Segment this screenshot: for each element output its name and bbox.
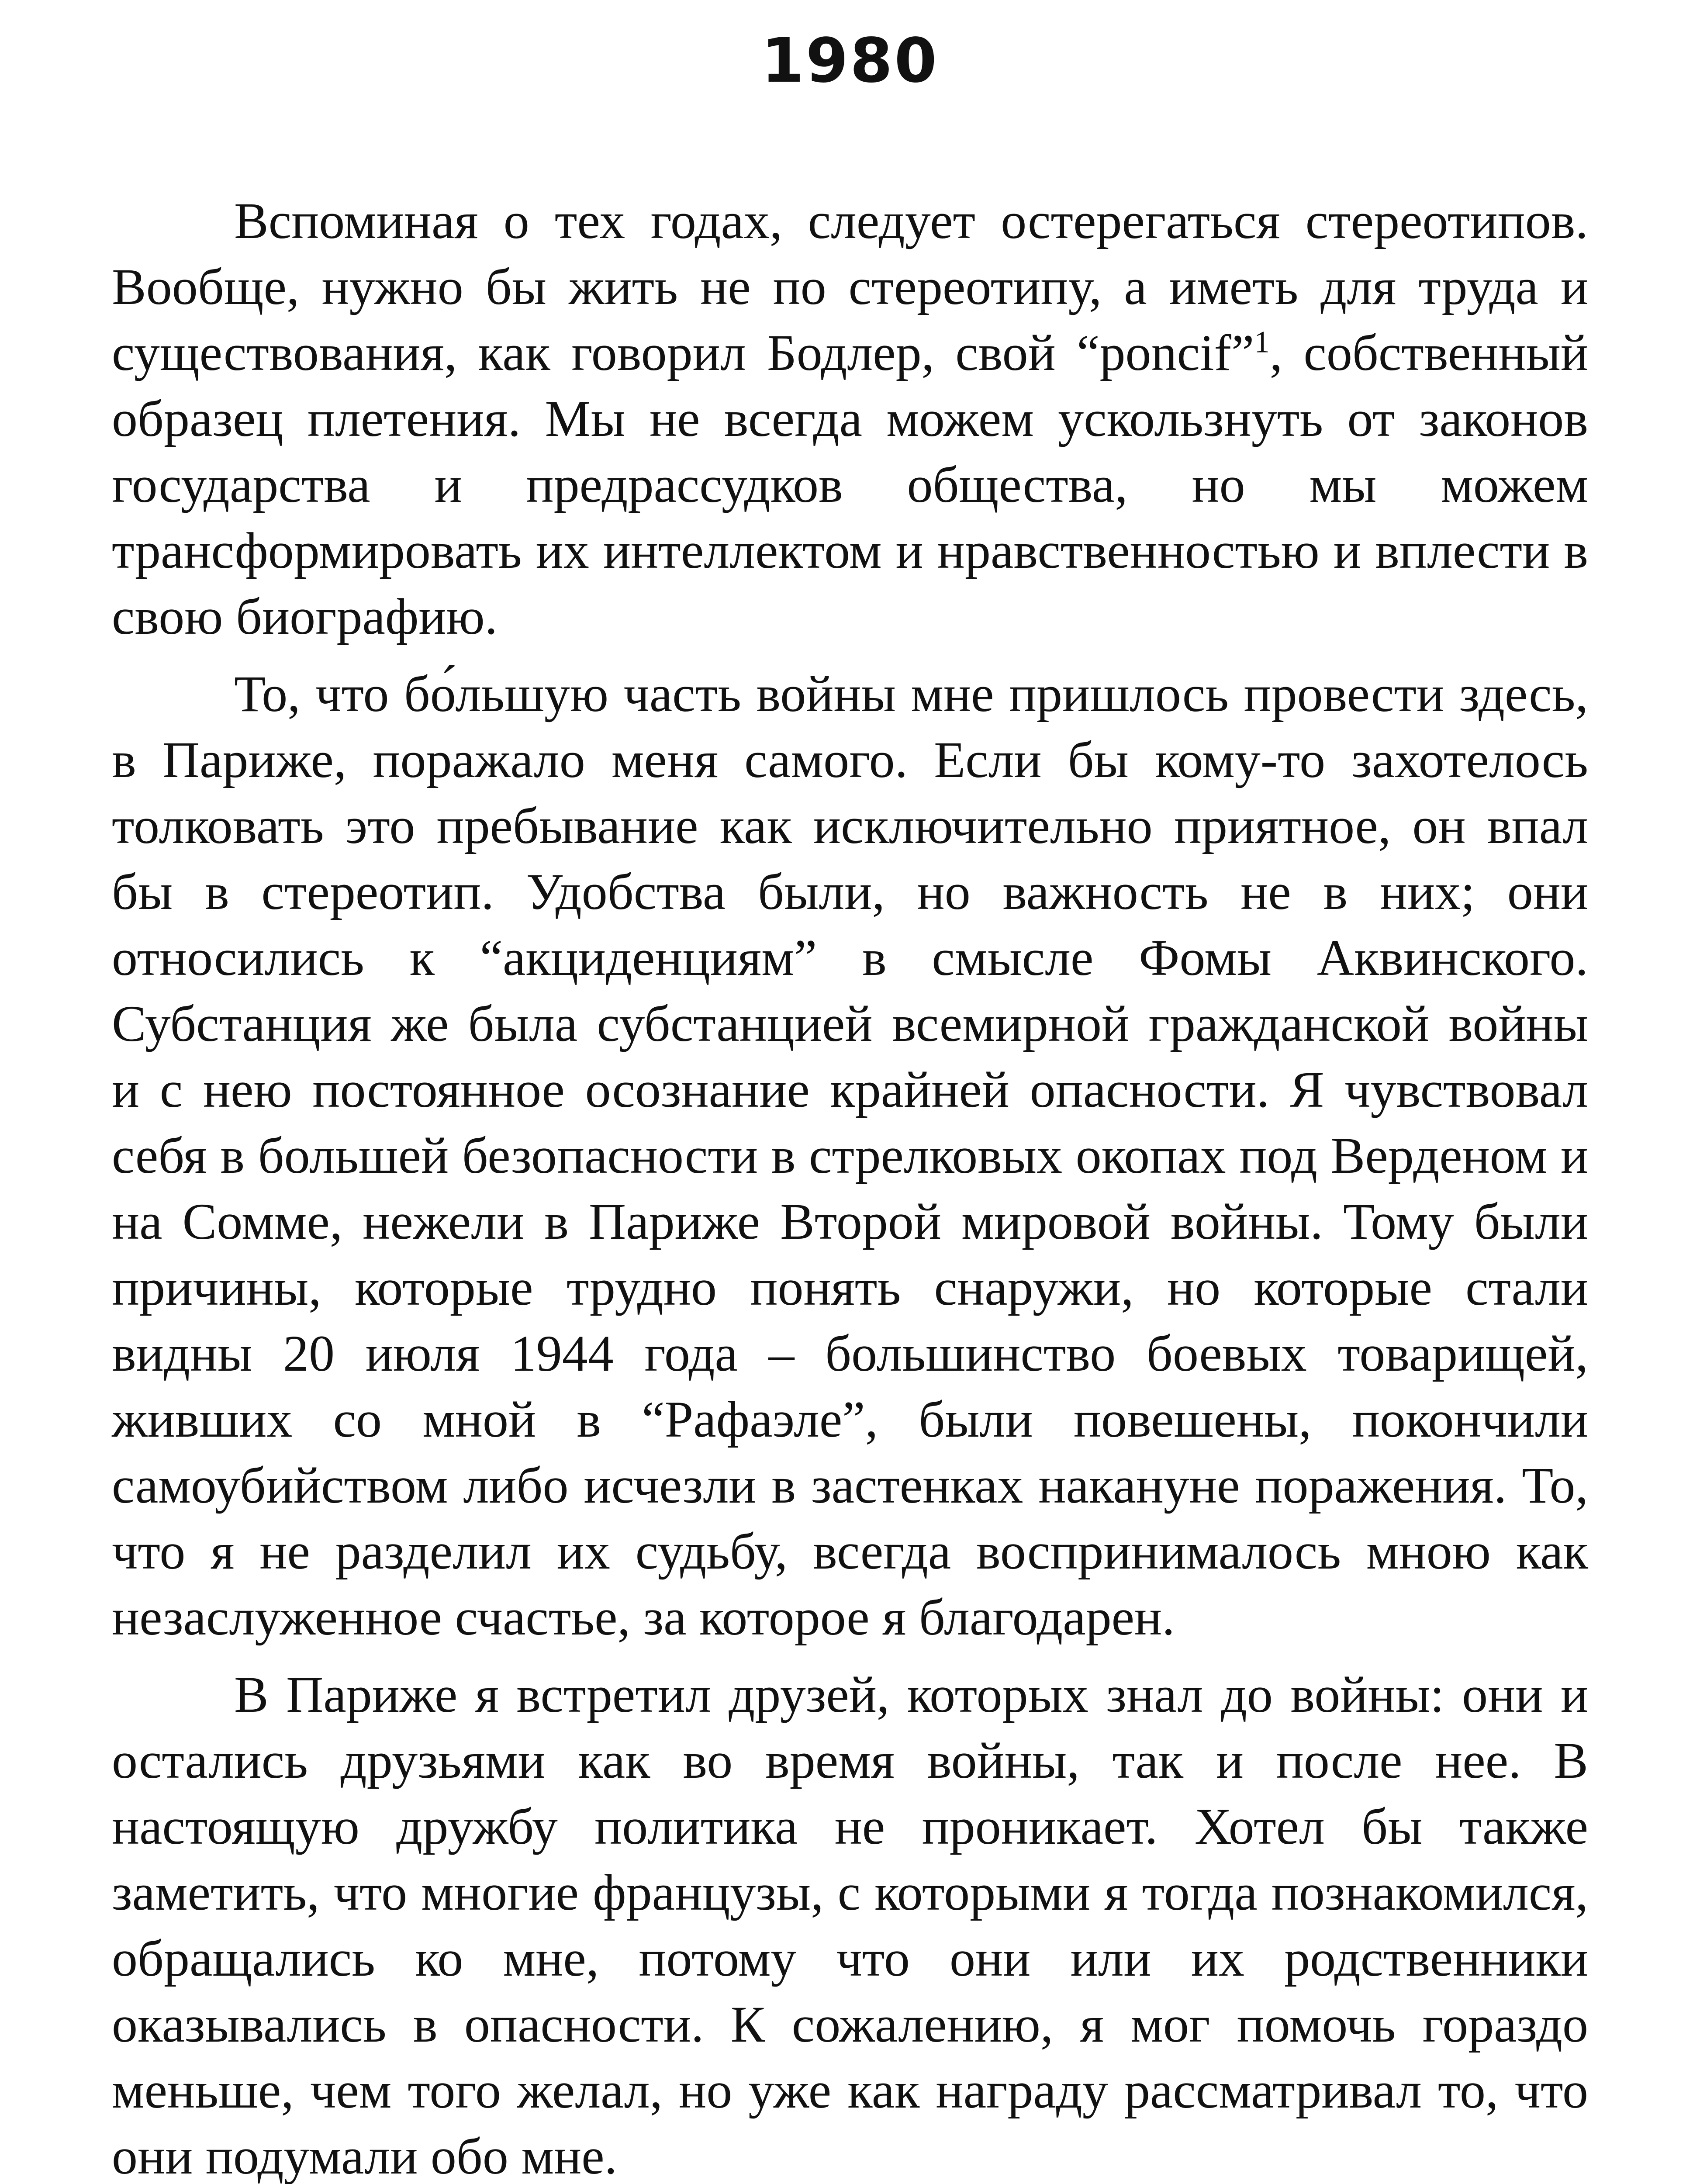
paragraph-2: То, что бо́льшую часть войны мне пришлось провести здесь, в Париже, поражало меня самого. Если бы кому-то захотелось толковать это пребывание как исключительно приятное, он впал бы в стереотип. Удобства были, но важность не в них; они относились к “акциденциям” в смысле Фомы Аквинского. Субстанция же была субстанцией всемирной гражданской войны и с нею постоянное осознание крайней опасности. Я чувствовал себя в большей безопасности в стрелковых окопах под Верденом и на Сомме, нежели в Париже Второй мировой войны. Тому были причины, которые трудно понять снаружи, но которые стали видны 20 июля 1944 года – большинство боевых товарищей, живших со мной в “Рафаэле”, были повешены, покончили самоубийством либо исчезли в застенках накануне поражения. То, что я не разделил их судьбу, всегда воспринималось мною как незаслуженное счастье, за которое я благодарен. — [112, 665, 1588, 1646]
running-header-year: 1980 — [761, 25, 939, 97]
main-text — [112, 188, 1588, 2184]
paragraph-1-text: Вспоминая о тех годах, следует остерегаться стереотипов. Вообще, нужно бы жить не по стереотипу, а иметь для труда и существования, как говорил Бодлер, свой “poncif” — [112, 192, 1588, 381]
paragraph-3: В Париже я встретил друзей, которых знал до войны: они и остались друзьями как во время войны, так и после нее. В настоящую дружбу политика не проникает. Хотел бы также заметить, что многие французы, с которыми я тогда познакомился, обращались ко мне, потому что они или их родственники оказывались в опасности. К сожалению, я мог помочь гораздо меньше, чем того желал, но уже как награду рассматривал то, что они подумали обо мне. — [112, 1666, 1588, 2184]
paragraph-1-text-continued: , собственный образец плетения. Мы не всегда можем ускользнуть от законов государства и предрассудков общества, но мы можем трансформировать их интеллектом и нравственностью и вплести в свою биографию. — [112, 324, 1588, 645]
paragraph-1 — [112, 188, 1588, 650]
footnote-reference: 1 — [1254, 325, 1270, 359]
